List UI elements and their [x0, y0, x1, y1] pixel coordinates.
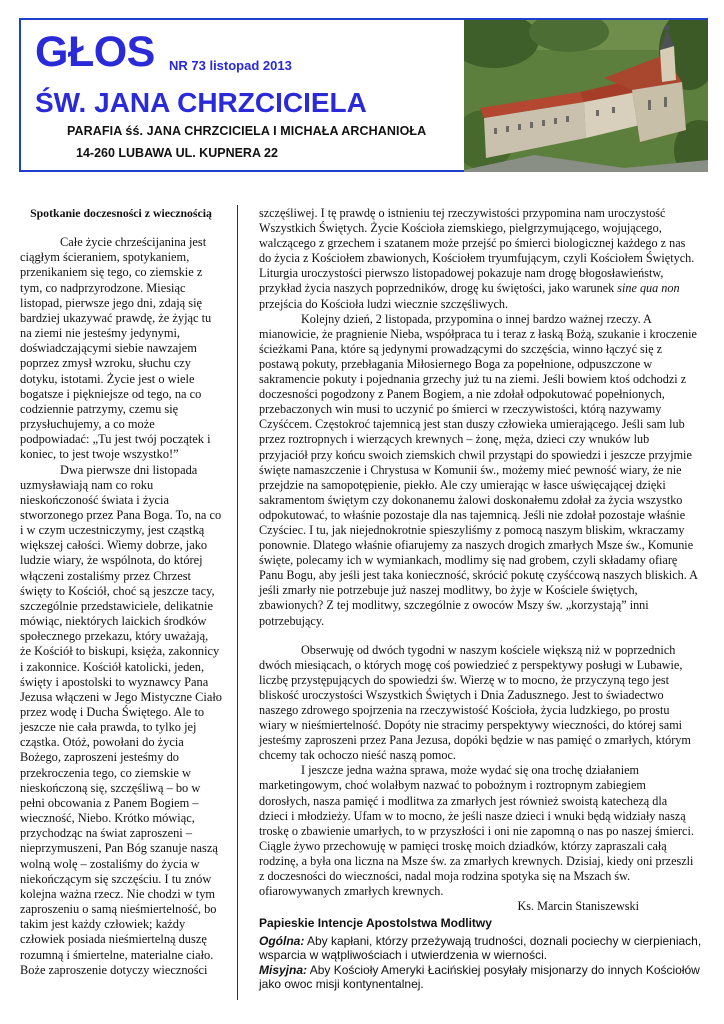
- article-paragraph: Całe życie chrześcijanina jest ciągłym ścieraniem, spotykaniem, przenikaniem się tego, co ziemskie z tym, co nadprzyrodzone. Miesiąc listopad, pierwsze jego dni, zdają się bardziej ukazywać prawdę, że żyjąc tu na ziemi nie jesteśmy jedynymi, doświadczającymi siebie nawzajem poprzez zmysł wzroku, słuchu czy dotyku, istotami. Życie jest o wiele bogatsze i piękniejsze od tego, na co codziennie patrzymy, czemu się przysłuchujemy, a co może podpowiadać: „Tu jest twój początek i koniec, to jest twoje wszystko!”: [20, 235, 212, 462]
- prayer-intentions: [259, 916, 704, 992]
- intentions-title: Papieskie Intencje Apostolstwa Modlitwy: [259, 916, 492, 930]
- author-signature: Ks. Marcin Staniszewski: [517, 899, 639, 914]
- latin-phrase: sine qua non: [617, 281, 680, 296]
- text-run: przejścia do Kościoła ludzi wiecznie szczęśliwych.: [259, 296, 509, 311]
- masthead: [19, 18, 708, 172]
- intention-label: Ogólna:: [259, 933, 305, 948]
- column-divider: [237, 205, 238, 1000]
- intention-label: Misyjna:: [259, 962, 308, 977]
- article-heading: Spotkanie doczesności z wiecznością: [30, 206, 212, 220]
- article-left-column: [20, 206, 222, 978]
- article-paragraph: I jeszcze jedna ważna sprawa, może wydać się ona trochę działaniem marketingowym, choć wolałbym nazwać to pobożnym i roztropnym zabiegiem dorosłych, nasza pamięć i modlitwa za zmarłych jest również swoistą katechezą dla dzieci i młodzieży. Ufam w to mocno, że jeśli nasze dzieci i wnuki będą widziały naszą troskę o zbawienie umarłych, to w przyszłości i oni nie zapomną o nas po naszej śmierci. Ciągle żywo przechowuję w pamięci troskę moich dziadków, którzy zapraszali całą rodzinę, a była ona liczna na Msze św. za zmarłych krewnych. Dzisiaj, kiedy oni przeszli z doczesności do wieczności, nadal moja rodzina spotyka się na Mszach św. ofiarowywanych zmarłych krewnych.: [259, 763, 694, 899]
- intention-text: Aby kapłani, którzy przeżywają trudności, doznali pociechy w cierpieniach, wsparcia w wątpliwościach i utwierdzenia w wierności.: [259, 933, 702, 962]
- article-paragraph: Kolejny dzień, 2 listopada, przypomina o innej bardzo ważnej rzeczy. A mianowicie, że pragnienie Nieba, współpraca tu i teraz z łaską Bożą, szukanie i kroczenie ścieżkami Pana, które są jedynymi prowadzącymi do szczęścia, winno łączyć się z postawą pokuty, przebłagania Miłosiernego Boga za popełnione, odpuszczone w sakramencie pokuty i pojednania grzechy już tu na ziemi. Jeśli bowiem ktoś odchodzi z doczesności pogodzony z Panem Bogiem, a nie zdołał odpokutować popełnionych, przebaczonych win musi to uczynić po śmierci w rzeczywistości, którą nazywamy Czyśćcem. Częstokroć tajemnicą jest stan duszy człowieka umierającego. Jeśli sam lub przez roztropnych i wierzących krewnych – żonę, męża, dzieci czy wnuków lub przyjaciół przy końcu swoich ziemskich chwil przystąpi do spowiedzi i jeszcze przyjmie święte namaszczenie i Chrystusa w Komunii św., możemy mieć pewność wiary, że nie przejdzie na samopotępienie, piekło. Ale czy umierając w łasce uświęcającej dzięki sakramentom świętym czy dokonanemu żalowi doskonałemu zdołał za życia wszystko odpokutować, to właśnie pozostaje dla nas tajemnicą. Jeśli nie zdołał pozostaje właśnie Czyściec. I tu, jak niejednokrotnie spieszyliśmy z pomocą naszym bliskim, wkraczamy ponownie. Dlatego właśnie ofiarujemy za naszych drogich zmarłych Msze św., Komunie święte, polecamy ich w wymiankach, modlimy się nad grobem, czyli składamy ofiarę Panu Bogu, aby jeśli jest taka konieczność, skrócić pokutę czyśćcową naszych bliskich. A jeśli zmarły nie potrzebuje już naszej modlitwy, bo żyje w Kościele świętych, zbawionych? Z tej modlitwy, szczególnie z owoców Mszy św. „korzystają” inni potrzebujący.: [259, 311, 698, 628]
- newsletter-title: GŁOS: [35, 28, 155, 76]
- parish-address: 14-260 LUBAWA UL. KUPNERA 22: [76, 146, 278, 160]
- text-run: szczęśliwej. I tę prawdę o istnieniu tej rzeczywistości przypomina nam uroczystość Wszystkich Świętych. Życie Kościoła ziemskiego, pielgrzymującego, wojującego, walczącego z grzechem i szatanem może przejść po śmierci biologicznej każdego z nas do życia z Kościołem zbawionych, Kościołem tryumfującym, czyli Kościołem Świętych. Liturgia uroczystości pierwszo listopadowej pokazuje nam drogę błogosławieństw, przykład życia naszych poprzedników, drogę ku świętości, jako warunek: [259, 206, 695, 296]
- article-paragraph: [259, 206, 699, 312]
- parish-name: PARAFIA śś. JANA CHRZCICIELA I MICHAŁA ARCHANIOŁA: [67, 124, 427, 138]
- issue-number: NR 73 listopad 2013: [169, 58, 292, 73]
- intention-text: Aby Kościoły Ameryki Łacińskiej posyłały misjonarzy do innych Kościołów jako owoc misji kontynentalnej.: [259, 962, 700, 991]
- article-paragraph: Obserwuję od dwóch tygodni w naszym kościele większą niż w poprzednich dwóch miesiącach, o których mogę coś powiedzieć z perspektywy posługi w Lubawie, liczbę przystępujących do spowiedzi św. Wierzę w to mocno, że przyczyną tego jest bliskość uroczystości Wszystkich Świętych i Dnia Zadusznego. Jest to świadectwo naszego zdrowego spojrzenia na rzeczywistość Kościoła, życia ludzkiego, po prostu wiary w nieśmiertelność. Dopóty nie stracimy perspektywy wieczności, do której sami jesteśmy zaproszeni przez Pana Jezusa, dopóki będzie w nas pamięć o zmarłych, którym chcemy tak ochoczo nieść naszą pomoc.: [259, 642, 691, 763]
- article-paragraph: Dwa pierwsze dni listopada uzmysławiają nam co roku nieskończoność świata i życia stworzonego przez Pana Boga. To, na co i w czym uczestniczymy, jest cząstką większej całości. Wiemy dobrze, jako ludzie wiary, że wspólnota, do której włączeni zostaliśmy przez Chrzest święty to Kościół, choć są jeszcze tacy, szczególnie przedstawiciele, delikatnie mówiąc, niektórych laickich środków społecznego przekazu, który uważają, że Kościół to biskupi, księża, zakonnicy i zakonnice. Kościół katolicki, jeden, święty i apostolski to wyznawcy Pana Jezusa włączeni w Jego Mistyczne Ciało przez wodę i Ducha Świętego. Ale to jeszcze nie cała prawda, to tylko jej cząstka. Otóż, powołani do życia Bożego, zaproszeni jesteśmy do przekroczenia tego, co ziemskie w nieskończoną się, szczęśliwą – bo w pełni obcowania z Panem Bogiem – wieczność, Niebo. Krótko mówiąc, przychodząc na świat zaproszeni – nieprzymuszeni, Pan Bóg szanuje naszą wolną wolę – zostaliśmy do życia w niekończącym się szczęściu. I tu znów kolejna ważna rzecz. Nie chodzi w tym zaproszeniu o samą nieśmiertelność, bo takim jest każdy człowiek; każdy człowiek posiada nieśmiertelną duszę rozumną i śmiertelne, materialne ciało. Boże zaproszenie dotyczy wieczności: [20, 462, 222, 977]
- article-right-column: [259, 206, 699, 914]
- newsletter-subtitle: ŚW. JANA CHRZCICIELA: [35, 87, 367, 118]
- intention-mission: [259, 963, 704, 992]
- church-photo: [464, 20, 708, 172]
- intention-general: [259, 934, 704, 963]
